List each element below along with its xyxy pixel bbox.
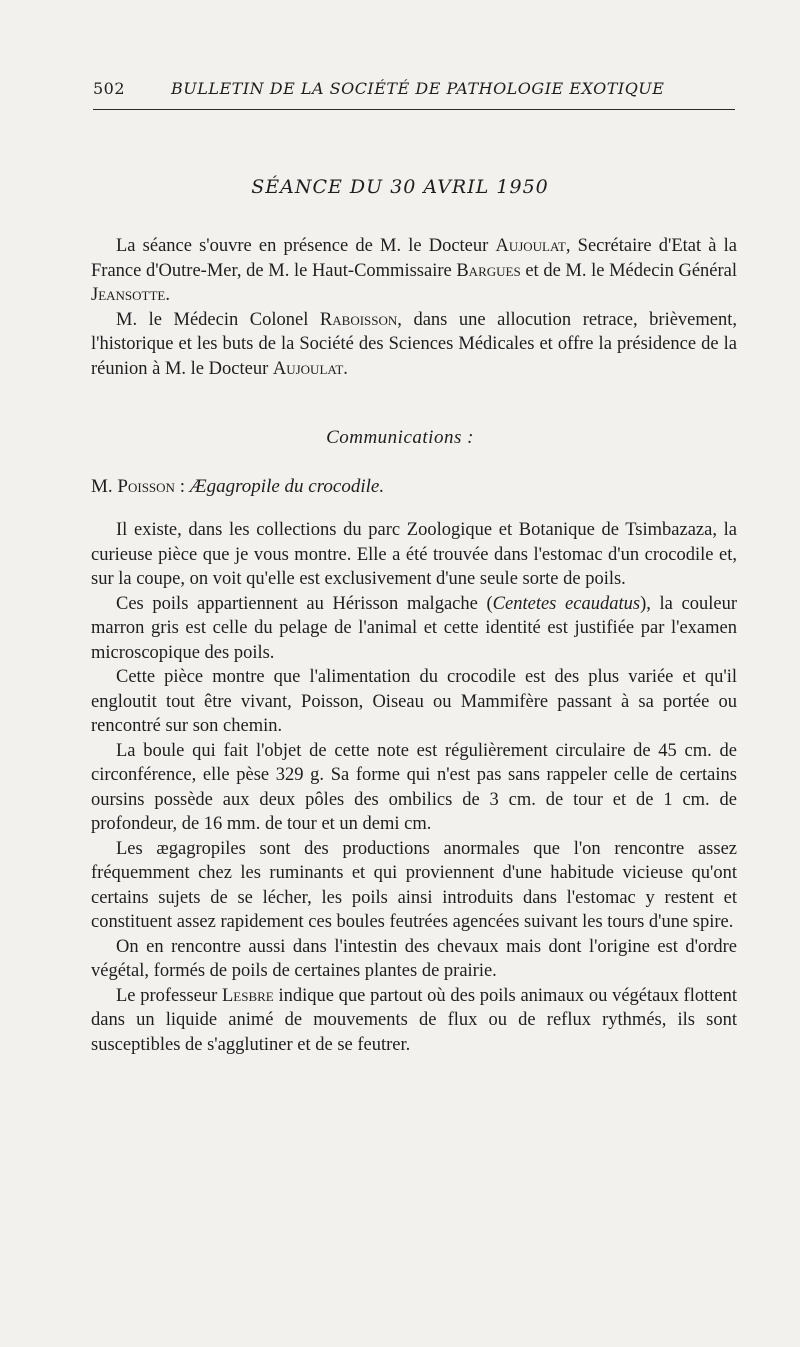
text-run: M. le Médecin Colonel — [116, 309, 320, 330]
text-run: . — [165, 285, 170, 305]
person-name: Lesbre — [221, 985, 274, 1006]
text-run: indique que partout où des poils animaux ou végétaux flottent dans un liquide animé de mouvements de flux ou de reflux rythmés, ils sont susceptibles de s'agglutiner et de se feutrer. — [91, 985, 737, 1055]
session-title: SÉANCE DU 30 AVRIL 1950 — [251, 176, 549, 198]
person-name: Aujoulat — [495, 236, 566, 256]
opening-paragraph-1 — [91, 234, 737, 308]
species-name: Centetes ecaudatus — [492, 593, 641, 614]
person-name: Bargues — [456, 260, 521, 281]
text-run: , Secrétaire d'Etat à la France d'Outre-Mer, de M. le Haut-Commissaire — [91, 236, 737, 281]
body-paragraph-3: Cette pièce montre que l'alimentation du crocodile est des plus variée et qu'il engloutit tout être vivant, Poisson, Oiseau ou Mammifère passant à sa portée ou rencontré sur son chemin. — [91, 667, 737, 736]
communication-heading — [91, 476, 737, 498]
opening-text — [91, 234, 737, 381]
body-paragraph-5: Les ægagropiles sont des productions anormales que l'on rencontre assez fréquemment chez les ruminants et qui proviennent d'une habitude vicieuse qu'ont certains sujets de se lécher, les poils ainsi introduits dans l'estomac y restent et constituent assez rapidement ces boules feutrées agencées suivant les tours d'une spire. — [91, 838, 737, 932]
person-name: Raboisson — [319, 309, 398, 330]
author-prefix: M. — [91, 476, 118, 497]
text-run: et de M. le Médecin Général — [520, 260, 737, 281]
text-run: . — [343, 358, 348, 379]
body-paragraph-6: On en rencontre aussi dans l'intestin des chevaux mais dont l'origine est d'ordre végétal, formés de poils de certaines plantes de prairie. — [91, 936, 737, 981]
section-heading: Communications : — [326, 427, 474, 448]
body-paragraph-2 — [91, 592, 737, 666]
journal-title: BULLETIN DE LA SOCIÉTÉ DE PATHOLOGIE EXOTIQUE — [171, 79, 665, 98]
page-number: 502 — [93, 79, 126, 98]
person-name: Aujoulat — [272, 358, 344, 379]
author-name: Poisson — [117, 476, 175, 497]
text-run: ), la couleur marron gris est celle du pelage de l'animal et cette identité est justifiée par l'examen microscopique des poils. — [91, 593, 738, 663]
text-run: Le professeur — [116, 985, 222, 1006]
opening-paragraph-2 — [91, 308, 737, 382]
text-run: Ces poils appartiennent au Hérisson malgache ( — [116, 593, 493, 614]
body-paragraph-4: La boule qui fait l'objet de cette note est régulièrement circulaire de 45 cm. de circonférence, elle pèse 329 g. Sa forme qui n'est pas sans rappeler celle de certains oursins possède aux deux pôles des ombilics de 3 cm. de tour et de 1 cm. de profondeur, de 16 mm. de tour et un demi cm. — [91, 740, 737, 834]
body-paragraph-7 — [91, 984, 737, 1058]
communication-title: Ægagropile du crocodile. — [189, 476, 385, 497]
communication-body — [91, 518, 737, 1057]
separator: : — [174, 476, 190, 497]
body-paragraph-1: Il existe, dans les collections du parc Zoologique et Botanique de Tsimbazaza, la curieuse pièce que je vous montre. Elle a été trouvée dans l'estomac d'un crocodile et, sur la coupe, on voit qu'elle est exclusivement d'une seule sorte de poils. — [91, 520, 737, 589]
header-rule — [93, 109, 735, 110]
text-run: La séance s'ouvre en présence de M. le Docteur — [116, 236, 496, 256]
text-run: , dans une allocution retrace, brièvement, l'historique et les buts de la Société des Sciences Médicales et offre la présidence de la réunion à M. le Docteur — [91, 309, 738, 379]
person-name: Jeansotte — [91, 285, 166, 305]
